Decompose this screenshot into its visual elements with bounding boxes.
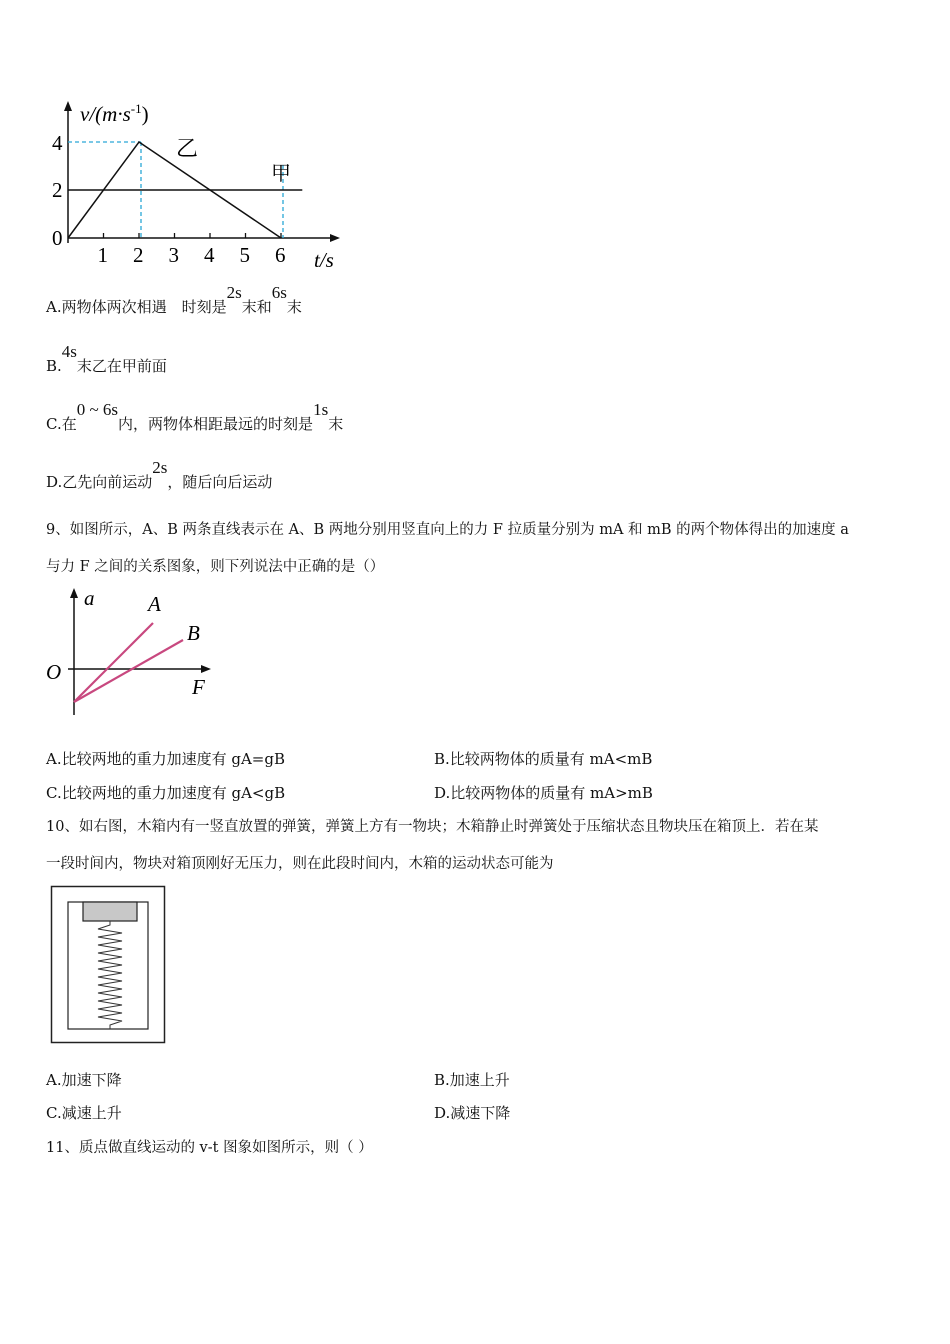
q11-stem: 11、质点做直线运动的 v-t 图象如图所示，则（ ）: [46, 1140, 373, 1156]
q9-option-b: B.比较两物体的质量有 mA<mB: [434, 750, 653, 768]
q10-option-c: C.减速上升: [46, 1104, 122, 1122]
label-origin: O: [46, 660, 62, 684]
q10-option-d: D.减速下降: [434, 1104, 511, 1122]
y-tick-2: 2: [52, 178, 63, 202]
x-tick-label: 3: [168, 243, 179, 267]
x-tick-label: 4: [204, 243, 215, 267]
label-line-b: B: [187, 621, 200, 645]
q10-stem-line1: 10、如右图，木箱内有一竖直放置的弹簧，弹簧上方有一物块；木箱静止时弹簧处于压缩状态且物块压在箱顶上．若在某: [46, 819, 819, 835]
label-f-axis: F: [192, 675, 205, 699]
y-tick-4: 4: [52, 131, 63, 155]
label-line-a: A: [148, 592, 161, 616]
a-f-graph: [40, 585, 225, 720]
q9-stem-line2: 与力 F 之间的关系图象，则下列说法中正确的是（）: [46, 559, 385, 575]
y-axis-arrow: [64, 101, 72, 111]
label-a-axis: a: [84, 586, 95, 610]
q9-option-a: A.比较两地的重力加速度有 gA=gB: [46, 750, 285, 768]
label-yi: 乙: [176, 136, 199, 161]
x-tick-label: 6: [275, 243, 286, 267]
q8-option-b: B.4s末乙在甲前面: [46, 342, 167, 375]
q10-stem-line2: 一段时间内，物块对箱顶刚好无压力，则在此段时间内，木箱的运动状态可能为: [46, 856, 554, 872]
x-tick-label: 5: [239, 243, 250, 267]
line-a: [74, 623, 153, 702]
vt-graph: [40, 95, 360, 280]
x-tick-label: 1: [97, 243, 108, 267]
origin-label: 0: [52, 226, 63, 250]
q8-option-d: D.乙先向前运动2s，随后向后运动: [46, 458, 273, 491]
x-axis-arrow: [330, 234, 340, 242]
q9-stem-line1: 9、如图所示，A、B 两条直线表示在 A、B 两地分别用竖直向上的力 F 拉质量分别为 mA 和 mB 的两个物体得出的加速度 a: [46, 522, 849, 538]
q9-option-d: D.比较两物体的质量有 mA>mB: [434, 784, 653, 802]
q10-option-b: B.加速上升: [434, 1071, 510, 1089]
line-b: [74, 640, 183, 702]
q8-option-a: A.两物体两次相遇 时刻是2s末和6s末: [46, 283, 302, 316]
f-axis-arrow: [201, 665, 211, 673]
spring: [98, 921, 122, 1029]
label-jia: 甲: [271, 163, 291, 185]
a-axis-arrow: [70, 588, 78, 598]
spring-box-figure: [50, 885, 168, 1047]
y-axis-label: $v/(m\cdot s^{-1})$: [80, 101, 149, 126]
q8-option-c: C.在0 ~ 6s内，两物体相距最远的时刻是1s末: [46, 400, 344, 433]
block: [83, 902, 137, 921]
x-tick-label: 2: [133, 243, 144, 267]
q10-option-a: A.加速下降: [46, 1071, 122, 1089]
q9-option-c: C.比较两地的重力加速度有 gA<gB: [46, 784, 286, 802]
x-axis-label: t/s: [314, 248, 334, 272]
